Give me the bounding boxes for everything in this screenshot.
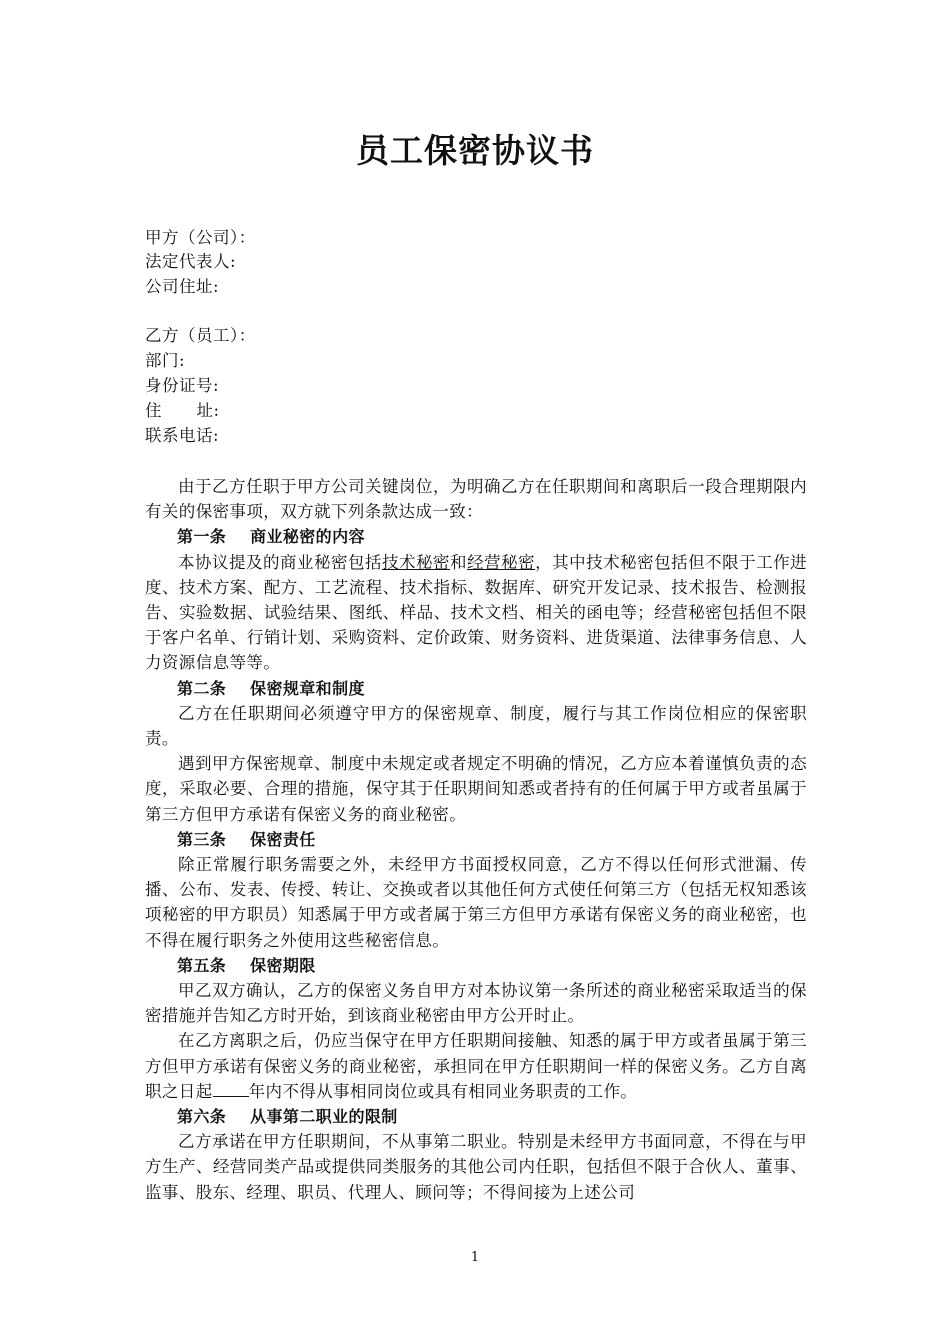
page-number: 1 — [470, 1250, 480, 1265]
article-2-paragraph-1: 乙方在任职期间必须遵守甲方的保密规章、制度，履行与其工作岗位相应的保密职责。 — [145, 703, 807, 749]
article-3-paragraph: 除正常履行职务需要之外，未经甲方书面授权同意，乙方不得以任何形式泄漏、传播、公布、发表、传授、转让、交换或者以其他任何方式使任何第三方（包括无权知悉该项秘密的甲方职员）知悉属于甲方或者属于第三方但甲方承诺有保密义务的商业秘密，也不得在履行职务之外使用这些秘密信息。 — [145, 855, 807, 950]
article-5-text-b: 年内不得从事相同岗位或具有相同业务职责的工作。 — [248, 1081, 638, 1101]
article-5-heading: 第五条 保密期限 — [177, 955, 316, 975]
page-title: 员工保密协议书 — [356, 131, 594, 170]
article-1-heading: 第一条 商业秘密的内容 — [177, 527, 365, 547]
article-1-paragraph — [145, 550, 807, 676]
party-b-dept: 部门: — [145, 351, 186, 370]
party-b-employee: 乙方（员工）： — [145, 326, 256, 345]
party-a-address: 公司住址: — [145, 277, 220, 296]
party-a-company: 甲方（公司）： — [145, 228, 256, 247]
party-b-phone: 联系电话: — [145, 426, 220, 445]
article-2-heading: 第二条 保密规章和制度 — [177, 678, 365, 698]
party-b-id: 身份证号: — [145, 376, 220, 395]
preamble: 由于乙方任职于甲方公司关键岗位，为明确乙方在任职期间和离职后一段合理期限内有关的保密事项，双方就下列条款达成一致： — [145, 477, 807, 522]
article-6-heading: 第六条 从事第二职业的限制 — [177, 1107, 398, 1127]
years-blank — [213, 1080, 249, 1097]
article-5-text-a: 在乙方离职之后，仍应当保守在甲方任职期间接触、知悉的属于甲方或者虽属于第三方但甲方承诺有保密义务的商业秘密，承担同在甲方任职期间一样的保密义务。乙方自离职之日起 — [145, 1031, 807, 1101]
party-a-rep: 法定代表人: — [145, 252, 237, 271]
article-1-and: 和 — [450, 552, 468, 572]
article-2-paragraph-2: 遇到甲方保密规章、制度中未规定或者规定不明确的情况，乙方应本着谨慎负责的态度，采取必要、合理的措施，保守其于任职期间知悉或者持有的任何属于甲方或者虽属于第三方但甲方承诺有保密义务的商业秘密。 — [145, 754, 807, 824]
article-6-paragraph: 乙方承诺在甲方任职期间，不从事第二职业。特别是未经甲方书面同意，不得在与甲方生产、经营同类产品或提供同类服务的其他公司内任职，包括但不限于合伙人、董事、监事、股东、经理、职员、代理人、顾问等；不得间接为上述公司 — [145, 1132, 807, 1202]
term-tech-secret: 技术秘密 — [382, 552, 451, 572]
party-b-address: 住 址: — [145, 401, 220, 420]
article-1-text-b: ，其中技术秘密包括但不限于工作进度、技术方案、配方、工艺流程、技术指标、数据库、研究开发记录、技术报告、检测报告、实验数据、试验结果、图纸、样品、技术文档、相关的函电等；经营秘密包括但不限于客户名单、行销计划、采购资料、定价政策、财务资料、进货渠道、法律事务信息、人力资源信息等等。 — [145, 552, 808, 673]
agreement-body — [145, 474, 807, 1205]
article-5-paragraph-1: 甲乙双方确认，乙方的保密义务自甲方对本协议第一条所述的商业秘密采取适当的保密措施并告知乙方时开始，到该商业秘密由甲方公开时止。 — [145, 981, 807, 1026]
article-3-heading: 第三条 保密责任 — [177, 829, 316, 849]
article-5-paragraph-2 — [145, 1028, 807, 1104]
term-business-secret: 经营秘密 — [467, 552, 536, 572]
article-1-text-a: 本协议提及的商业秘密包括 — [178, 552, 383, 572]
